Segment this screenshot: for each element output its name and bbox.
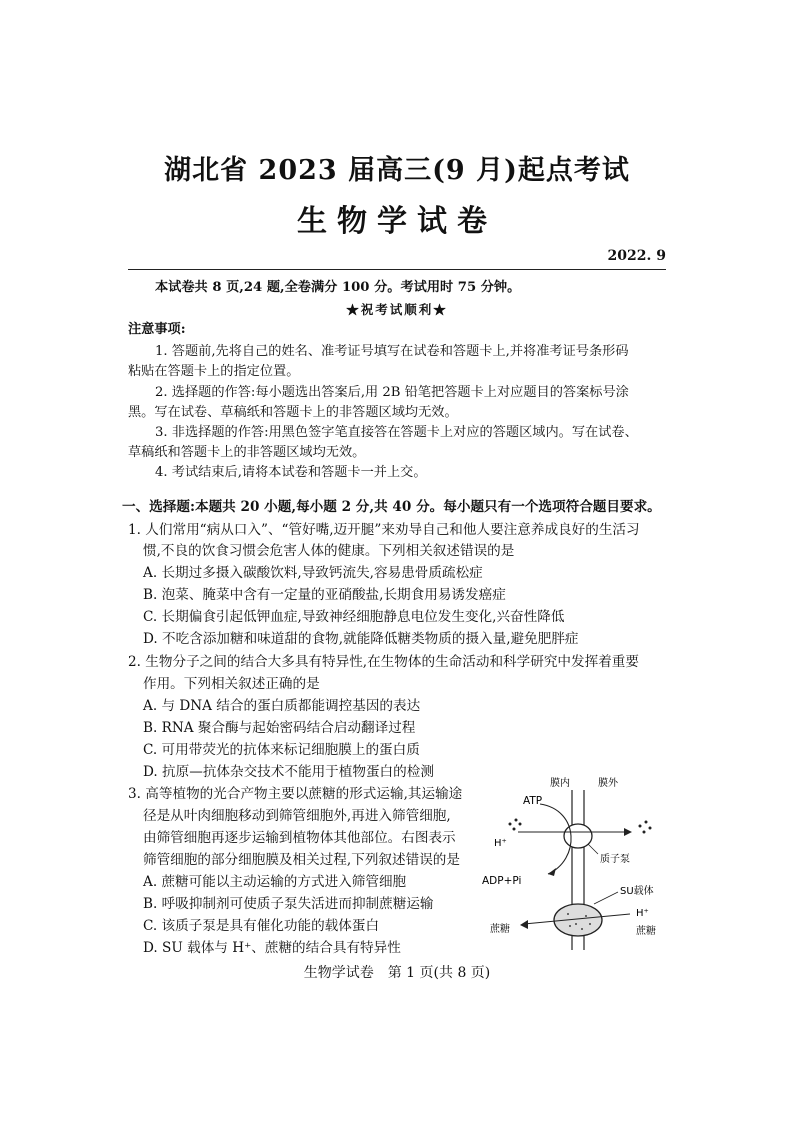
section-heading: 一、选择题:本题共 20 小题,每小题 2 分,共 40 分。每小题只有一个选项符合题目要求。 [122, 499, 661, 515]
q3-stem: 径是从叶肉细胞移动到筛管细胞外,再进入筛管细胞, [143, 808, 451, 824]
q1-option-d: D. 不吃含添加糖和味道甜的食物,就能降低糖类物质的摄入量,避免肥胖症 [143, 631, 579, 647]
atp-arrowhead [548, 868, 556, 876]
q3-option-d: D. SU 载体与 H⁺、蔗糖的结合具有特异性 [143, 940, 401, 956]
notes-heading: 注意事项: [128, 322, 186, 337]
label-adp: ADP+Pi [482, 875, 522, 887]
label-h-right: H⁺ [636, 908, 649, 919]
note-line: 1. 答题前,先将自己的姓名、准考证号填写在试卷和答题卡上,并将准考证号条形码 [155, 344, 629, 359]
q2-stem: 2. 生物分子之间的结合大多具有特异性,在生物体的生命活动和科学研究中发挥着重要 [128, 654, 639, 670]
label-outside: 膜外 [598, 778, 618, 789]
exam-title: 湖北省 2023 届高三(9 月)起点考试 [164, 155, 630, 186]
q2-option-b: B. RNA 聚合酶与起始密码结合启动翻译过程 [143, 720, 416, 736]
membrane-diagram [480, 774, 680, 954]
note-line: 草稿纸和答题卡上的非答题区域均无效。 [128, 445, 366, 460]
q2-option-d: D. 抗原—抗体杂交技术不能用于植物蛋白的检测 [143, 764, 434, 780]
label-inside: 膜内 [550, 778, 570, 789]
q2-stem: 作用。下列相关叙述正确的是 [143, 676, 320, 692]
q1-option-c: C. 长期偏食引起低钾血症,导致神经细胞静息电位发生变化,兴奋性降低 [143, 609, 565, 625]
page-footer: 生物学试卷 第 1 页(共 8 页) [303, 965, 491, 981]
q1-option-a: A. 长期过多摄入碳酸饮料,导致钙流失,容易患骨质疏松症 [143, 565, 483, 581]
sucrose-transport-arrowhead [520, 920, 528, 929]
q3-option-a: A. 蔗糖可能以主动运输的方式进入筛管细胞 [143, 874, 407, 890]
exam-date: 2022. 9 [607, 248, 666, 264]
q1-option-b: B. 泡菜、腌菜中含有一定量的亚硝酸盐,长期食用易诱发癌症 [143, 587, 506, 603]
note-line: 4. 考试结束后,请将本试卷和答题卡一并上交。 [155, 465, 427, 480]
note-line: 黑。写在试卷、草稿纸和答题卡上的非答题区域均无效。 [128, 405, 458, 420]
q1-stem: 惯,不良的饮食习惯会危害人体的健康。下列相关叙述错误的是 [143, 543, 515, 559]
q3-option-b: B. 呼吸抑制剂可使质子泵失活进而抑制蔗糖运输 [143, 896, 434, 912]
label-atp: ATP [523, 795, 543, 807]
proton-pump-shape [564, 824, 592, 848]
note-line: 3. 非选择题的作答:用黑色签字笔直接答在答题卡上对应的答题区域内。写在试卷、 [155, 425, 638, 440]
exam-summary: 本试卷共 8 页,24 题,全卷满分 100 分。考试用时 75 分钟。 [155, 280, 521, 295]
h-transport-arrowhead [624, 828, 632, 836]
note-line: 2. 选择题的作答:每小题选出答案后,用 2B 铅笔把答题卡上对应题目的答案标号涂 [155, 385, 629, 400]
label-proton-pump: 质子泵 [600, 854, 630, 865]
q3-option-c: C. 该质子泵是具有催化功能的载体蛋白 [143, 918, 380, 934]
note-line: 粘贴在答题卡上的指定位置。 [128, 364, 300, 379]
label-su-carrier: SU载体 [620, 886, 654, 897]
q2-option-a: A. 与 DNA 结合的蛋白质都能调控基因的表达 [143, 698, 421, 714]
subject-title: 生物学试卷 [297, 204, 497, 239]
label-sucrose-left: 蔗糖 [490, 924, 510, 935]
q2-option-c: C. 可用带荧光的抗体来标记细胞膜上的蛋白质 [143, 742, 420, 758]
q3-stem: 3. 高等植物的光合产物主要以蔗糖的形式运输,其运输途 [128, 786, 463, 802]
q1-stem: 1. 人们常用“病从口入”、“管好嘴,迈开腿”来劝导自己和他人要注意养成良好的生活习 [128, 522, 640, 538]
label-sucrose-right: 蔗糖 [636, 926, 656, 937]
label-h-left: H⁺ [494, 838, 507, 849]
exam-wish: ★祝考试顺利★ [346, 302, 448, 317]
q3-stem: 由筛管细胞再逐步运输到植物体其他部位。右图表示 [143, 830, 456, 846]
q3-stem: 筛管细胞的部分细胞膜及相关过程,下列叙述错误的是 [143, 852, 460, 868]
header-divider [128, 269, 666, 270]
